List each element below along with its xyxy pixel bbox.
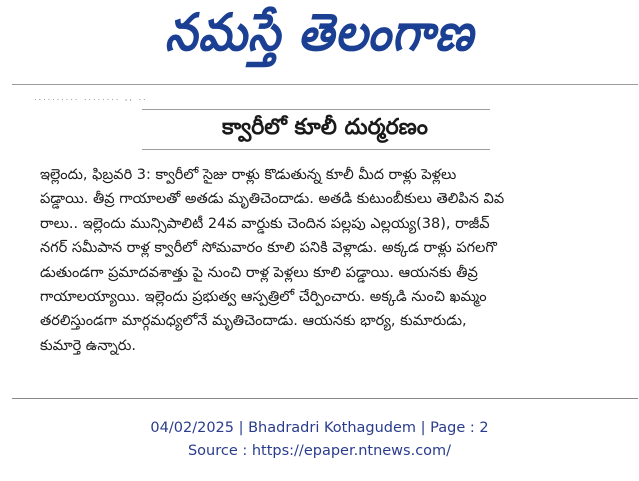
article-line: కుమార్తె ఉన్నారు. — [40, 337, 136, 354]
clipping-header-fragment: .......... ........ ,, .. — [34, 93, 148, 102]
newspaper-masthead — [0, 0, 639, 78]
article-line: తరలిస్తుండగా మార్గమధ్యలోనే మృతిచెందాడు. ఆయనకు భార్య, కుమారుడు, — [40, 313, 467, 330]
masthead-title: నమస్తే తెలంగాణ — [164, 2, 475, 63]
article-line: గాయాలయ్యాయి. ఇల్లెందు ప్రభుత్వ ఆస్పత్రిలో చేర్పించారు. అక్కడి నుంచి ఖమ్మం — [40, 288, 487, 305]
article-line: ఇల్లెందు, ఫిబ్రవరి 3: క్వారీలో సైజు రాళ్లు కొడుతున్న కూలీ మీద రాళ్లు పెళ్లలు — [40, 167, 457, 183]
edition-meta-line: 04/02/2025 | Bhadradri Kothagudem | Page : 2 — [150, 420, 489, 436]
headline-bottom-rule — [142, 149, 490, 150]
article-line: నగర్ సమీపాన రాళ్ల క్వారీలో సోమవారం కూలి పనికి వెళ్లాడు. అక్కడ రాళ్లు పగలగొ — [40, 240, 497, 257]
source-link[interactable]: Source : https://epaper.ntnews.com/ — [187, 443, 452, 459]
article-headline: క్వారీలో కూలీ దుర్మరణం — [222, 115, 428, 140]
article-line: డుతుండగా ప్రమాదవశాత్తు పై నుంచి రాళ్ల పెళ్లలు కూలి పడ్డాయి. ఆయనకు తీవ్ర — [40, 264, 478, 281]
news-clipping — [12, 84, 638, 399]
article-line: పడ్డాయి. తీవ్ర గాయాలతో అతడు మృతిచెందాడు. అతడి కుటుంబీకులు తెలిపిన వివ — [40, 191, 505, 208]
article-line: రాలు.. ఇల్లెందు మున్సిపాలిటీ 24వ వార్డుకు చెందిన పల్లపు ఎల్లయ్య(38), రాజీవ్ — [40, 215, 490, 232]
headline-top-rule — [142, 109, 490, 110]
article-body — [40, 163, 630, 358]
